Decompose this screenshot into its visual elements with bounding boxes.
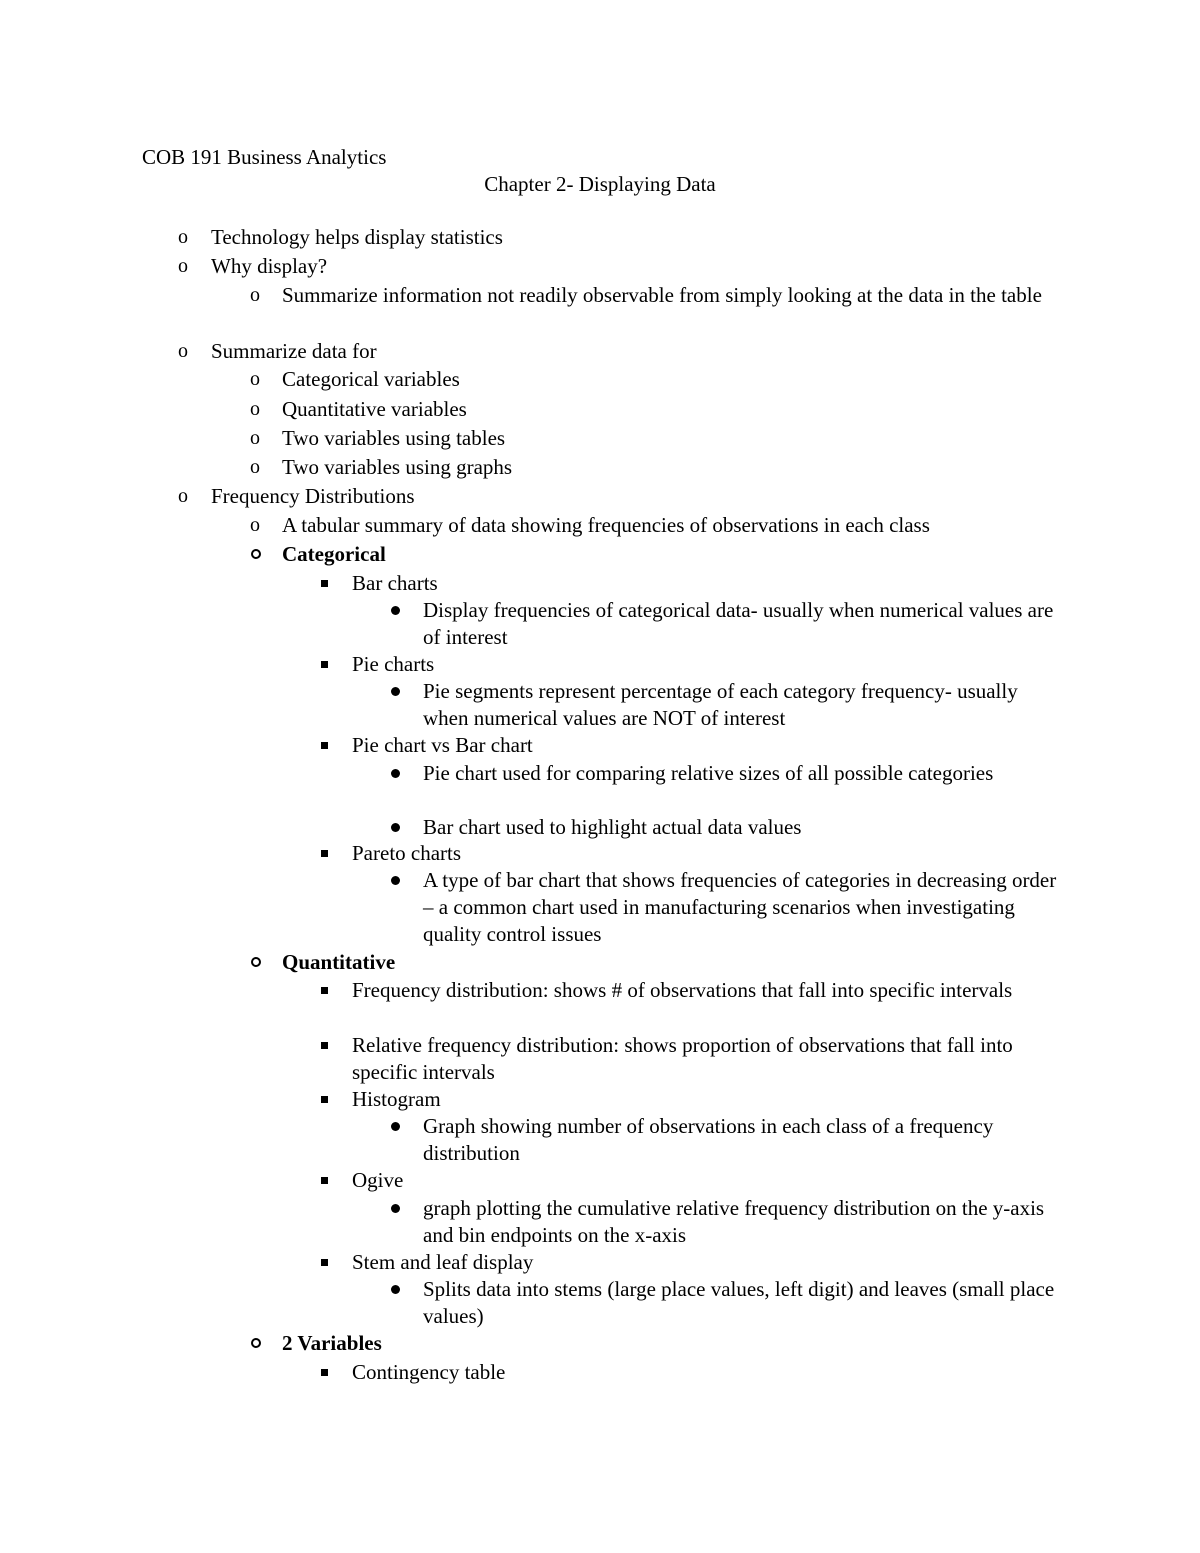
outline-item-text: Two variables using graphs <box>282 455 513 479</box>
hollow-o-bullet-icon: o <box>250 456 260 478</box>
outline-item-text: graph plotting the cumulative relative frequency distribution on the y-axis and bin endpoints on the x-axis <box>423 1196 1045 1247</box>
outline-item-text: Relative frequency distribution: shows proportion of observations that fall into specific intervals <box>352 1033 1013 1084</box>
round-bullet-icon <box>391 687 400 696</box>
outline-item-text: Pie chart used for comparing relative sizes of all possible categories <box>423 761 994 785</box>
course-title: COB 191 Business Analytics <box>142 145 387 169</box>
outline-item-text: Categorical variables <box>282 367 460 391</box>
outline-item-text: Pie charts <box>352 652 435 676</box>
outline-item-text: Two variables using tables <box>282 426 506 450</box>
square-bullet-icon <box>321 1259 328 1266</box>
hollow-o-bullet-icon: o <box>178 255 188 277</box>
outline-item-text: Summarize information not readily observable from simply looking at the data in the table <box>282 283 1042 307</box>
round-bullet-icon <box>391 1285 400 1294</box>
square-bullet-icon <box>321 661 328 668</box>
hollow-o-bullet-icon: o <box>250 514 260 536</box>
square-bullet-icon <box>321 987 328 994</box>
square-bullet-icon <box>321 850 328 857</box>
round-bullet-icon <box>391 769 400 778</box>
square-bullet-icon <box>321 1177 328 1184</box>
square-bullet-icon <box>321 1369 328 1376</box>
outline-item-text: Frequency Distributions <box>211 484 415 508</box>
outline-item-text: Quantitative variables <box>282 397 467 421</box>
outline-item-text: Splits data into stems (large place values, left digit) and leaves (small place values) <box>423 1277 1055 1328</box>
round-bullet-icon <box>391 876 400 885</box>
hollow-o-bullet-icon: o <box>178 340 188 362</box>
outline-item-text: Frequency distribution: shows # of observations that fall into specific intervals <box>352 978 1013 1002</box>
outline-item-text: A type of bar chart that shows frequencies of categories in decreasing order – a common chart used in manufacturing scenarios when investigating quality control issues <box>423 868 1057 946</box>
square-bullet-icon <box>321 580 328 587</box>
hollow-o-bullet-icon: o <box>250 284 260 306</box>
outline-item-text: Histogram <box>352 1087 441 1111</box>
outline-item-text: Pie chart vs Bar chart <box>352 733 533 757</box>
square-bullet-icon <box>321 1042 328 1049</box>
outline-item-text: A tabular summary of data showing frequencies of observations in each class <box>282 513 930 537</box>
outline-item-text: Ogive <box>352 1168 404 1192</box>
hollow-o-bullet-icon: o <box>250 368 260 390</box>
outline-item-text: Pie segments represent percentage of each category frequency- usually when numerical values are NOT of interest <box>423 679 1018 730</box>
outline-item-text: Stem and leaf display <box>352 1250 534 1274</box>
chapter-title: Chapter 2- Displaying Data <box>484 172 716 196</box>
outline-item-text: Contingency table <box>352 1360 506 1384</box>
hollow-o-bullet-icon: o <box>178 485 188 507</box>
outline-item-text: Graph showing number of observations in each class of a frequency distribution <box>423 1114 994 1165</box>
bold-circle-bullet-icon <box>251 957 261 967</box>
outline-item-text: Display frequencies of categorical data- usually when numerical values are of interest <box>423 598 1054 649</box>
square-bullet-icon <box>321 742 328 749</box>
outline-item-text: Quantitative <box>282 950 396 974</box>
outline-item-text: Summarize data for <box>211 339 377 363</box>
outline-item-text: Technology helps display statistics <box>211 225 503 249</box>
square-bullet-icon <box>321 1096 328 1103</box>
round-bullet-icon <box>391 1122 400 1131</box>
bold-circle-bullet-icon <box>251 549 261 559</box>
hollow-o-bullet-icon: o <box>178 226 188 248</box>
outline-item-text: 2 Variables <box>282 1331 382 1355</box>
outline-item-text: Bar charts <box>352 571 438 595</box>
hollow-o-bullet-icon: o <box>250 427 260 449</box>
bold-circle-bullet-icon <box>251 1338 261 1348</box>
outline-item-text: Bar chart used to highlight actual data values <box>423 815 802 839</box>
round-bullet-icon <box>391 823 400 832</box>
outline-item-text: Pareto charts <box>352 841 462 865</box>
outline-item-text: Why display? <box>211 254 328 278</box>
hollow-o-bullet-icon: o <box>250 398 260 420</box>
round-bullet-icon <box>391 1204 400 1213</box>
outline-item-text: Categorical <box>282 542 386 566</box>
round-bullet-icon <box>391 606 400 615</box>
